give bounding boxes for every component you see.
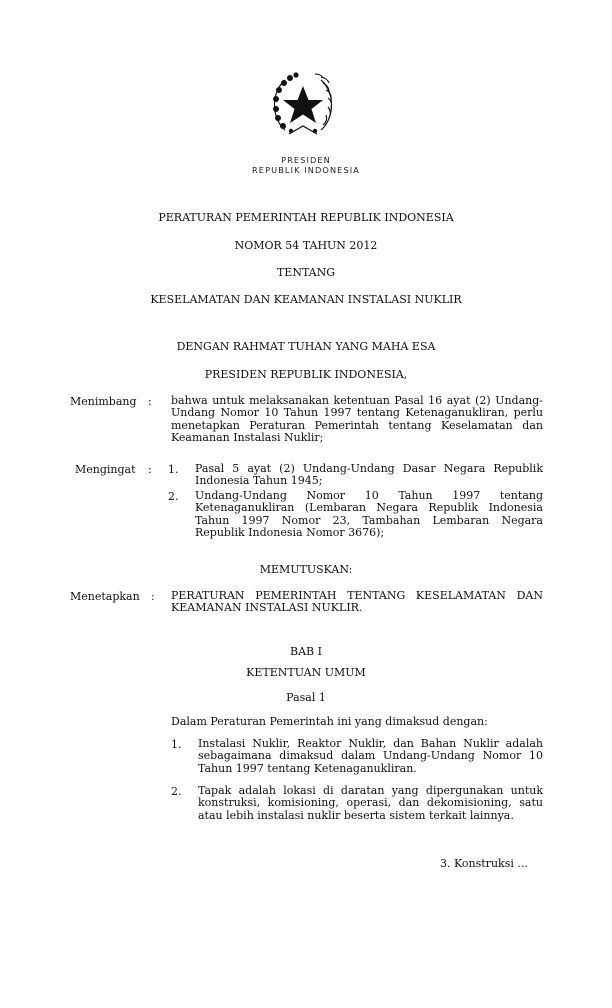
regulation-tentang: TENTANG xyxy=(276,266,336,279)
mengingat-item-number: 1. xyxy=(168,463,179,476)
letterhead-republic: REPUBLIK INDONESIA xyxy=(252,165,360,175)
mengingat-item-text: Undang-Undang Nomor 10 Tahun 1997 tentang Ketenaganukliran (Lembaran Negara Republik Indonesia Tahun 1997 Nomor 23, Tambahan Lembaran Negara Republik Indonesia Nomor 3676); xyxy=(195,489,543,540)
menetapkan-label: Menetapkan xyxy=(70,590,140,603)
mengingat-item-number: 2. xyxy=(168,490,179,503)
menimbang-colon: : xyxy=(148,395,152,408)
mengingat-label: Mengingat xyxy=(75,463,136,476)
preamble-grace: DENGAN RAHMAT TUHAN YANG MAHA ESA xyxy=(176,340,436,353)
definition-number: 2. xyxy=(171,785,182,798)
mengingat-colon: : xyxy=(148,463,152,476)
catchword: 3. Konstruksi ... xyxy=(440,857,528,870)
menimbang-text: bahwa untuk melaksanakan ketentuan Pasal 16 ayat (2) Undang-Undang Nomor 10 Tahun 1997 tentang Ketenaganukliran, perlu menetapkan Peraturan Pemerintah tentang Keselamatan dan Keamanan Instalasi Nuklir; xyxy=(171,394,543,445)
letterhead-president: PRESIDEN xyxy=(281,155,331,165)
definition-number: 1. xyxy=(171,738,182,751)
preamble-president: PRESIDEN REPUBLIK INDONESIA, xyxy=(204,368,408,381)
regulation-subject: KESELAMATAN DAN KEAMANAN INSTALASI NUKLIR xyxy=(150,293,462,306)
pasal-intro: Dalam Peraturan Pemerintah ini yang dimaksud dengan: xyxy=(171,715,488,728)
presidential-seal-icon xyxy=(265,68,341,144)
regulation-title: PERATURAN PEMERINTAH REPUBLIK INDONESIA xyxy=(158,211,454,224)
menetapkan-colon: : xyxy=(151,590,155,603)
regulation-number: NOMOR 54 TAHUN 2012 xyxy=(234,239,378,252)
memutuskan-heading: MEMUTUSKAN: xyxy=(259,563,353,576)
chapter-number: BAB I xyxy=(290,645,322,658)
menetapkan-text: PERATURAN PEMERINTAH TENTANG KESELAMATAN DAN KEAMANAN INSTALASI NUKLIR. xyxy=(171,589,543,615)
definition-text: Tapak adalah lokasi di daratan yang dipergunakan untuk konstruksi, komisioning, operasi, dan dekomisioning, satu atau lebih instalasi nuklir beserta sistem terkait lainnya. xyxy=(198,784,543,822)
pasal-heading: Pasal 1 xyxy=(286,691,326,704)
mengingat-item-text: Pasal 5 ayat (2) Undang-Undang Dasar Negara Republik Indonesia Tahun 1945; xyxy=(195,462,543,488)
menimbang-label: Menimbang xyxy=(70,395,137,408)
chapter-title: KETENTUAN UMUM xyxy=(246,666,366,679)
definition-text: Instalasi Nuklir, Reaktor Nuklir, dan Bahan Nuklir adalah sebagaimana dimaksud dalam Undang-Undang Nomor 10 Tahun 1997 tentang Ketenaganukliran. xyxy=(198,737,543,775)
